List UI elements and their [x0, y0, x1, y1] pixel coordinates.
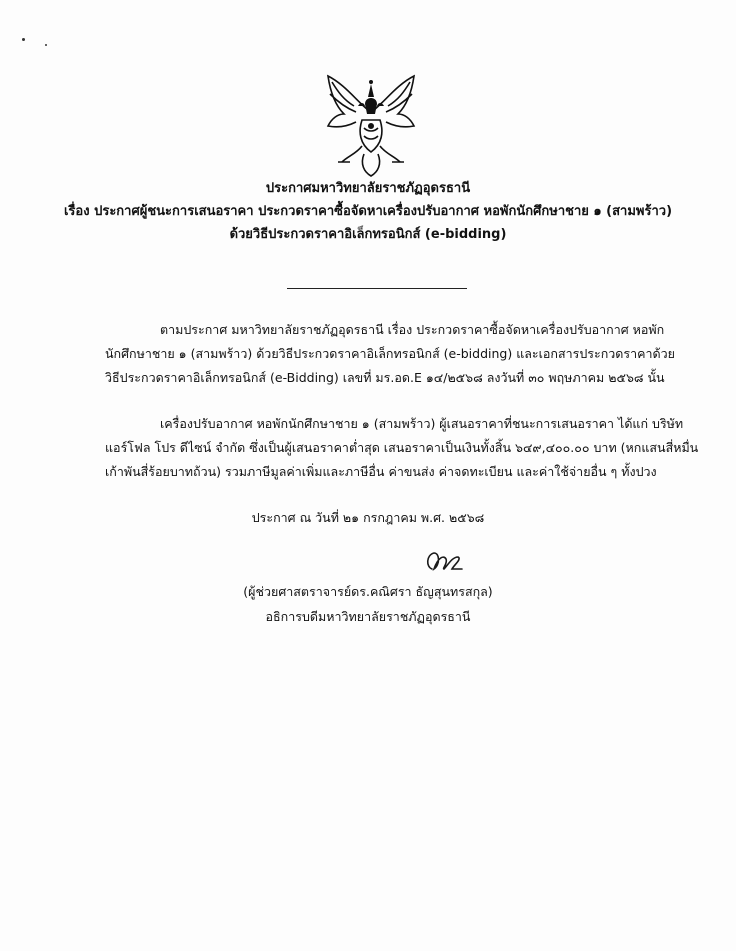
paragraph-line: นักศึกษาชาย ๑ (สามพร้าว) ด้วยวิธีประกวดราคาอิเล็กทรอนิกส์ (e-bidding) และเอกสารประกวดราคาด้วย [105, 346, 675, 361]
signatory-position: อธิการบดีมหาวิทยาลัยราชภัฏอุดรธานี [265, 609, 471, 624]
paragraph-line: ตามประกาศ มหาวิทยาลัยราชภัฏอุดรธานี เรื่อง ประกวดราคาซื้อจัดหาเครื่องปรับอากาศ หอพัก [160, 322, 665, 337]
paragraph-winner [105, 412, 699, 484]
paragraph-line: แอร์โฟล โปร ดีไซน์ จำกัด ซึ่งเป็นผู้เสนอราคาต่ำสุด เสนอราคาเป็นเงินทั้งสิ้น ๖๔๙,๔๐๐.๐๐ บาท (หกแสนสี่หมื่น [105, 440, 699, 455]
announce-date: ประกาศ ณ วันที่ ๒๑ กรกฎาคม พ.ศ. ๒๕๖๘ [251, 510, 485, 525]
announcement-title: ประกาศมหาวิทยาลัยราชภัฏอุดรธานี [265, 181, 471, 196]
paragraph-reference [105, 318, 675, 390]
garuda-emblem-icon [318, 70, 424, 178]
title-divider [287, 288, 467, 289]
paragraph-line: เครื่องปรับอากาศ หอพักนักศึกษาชาย ๑ (สามพร้าว) ผู้เสนอราคาที่ชนะการเสนอราคา ได้แก่ บริษัท [160, 416, 684, 431]
scan-speck [45, 44, 47, 46]
paragraph-line: วิธีประกวดราคาอิเล็กทรอนิกส์ (e-Bidding) เลขที่ มร.อด.E ๑๔/๒๕๖๘ ลงวันที่ ๓๐ พฤษภาคม ๒๕๖๘ นั้น [105, 370, 665, 385]
signatory-name: (ผู้ช่วยศาสตราจารย์ดร.คณิศรา ธัญสุนทรสกุล) [243, 584, 493, 599]
announcement-method: ด้วยวิธีประกวดราคาอิเล็กทรอนิกส์ (e-bidding) [229, 227, 507, 242]
handwritten-signature-icon [418, 547, 488, 577]
announcement-subject: เรื่อง ประกาศผู้ชนะการเสนอราคา ประกวดราคาซื้อจัดหาเครื่องปรับอากาศ หอพักนักศึกษาชาย ๑ (สามพร้าว) [63, 204, 673, 219]
scan-speck [22, 38, 25, 41]
paragraph-line: เก้าพันสี่ร้อยบาทถ้วน) รวมภาษีมูลค่าเพิ่มและภาษีอื่น ค่าขนส่ง ค่าจดทะเบียน และค่าใช้จ่ายอื่น ๆ ทั้งปวง [105, 464, 657, 479]
